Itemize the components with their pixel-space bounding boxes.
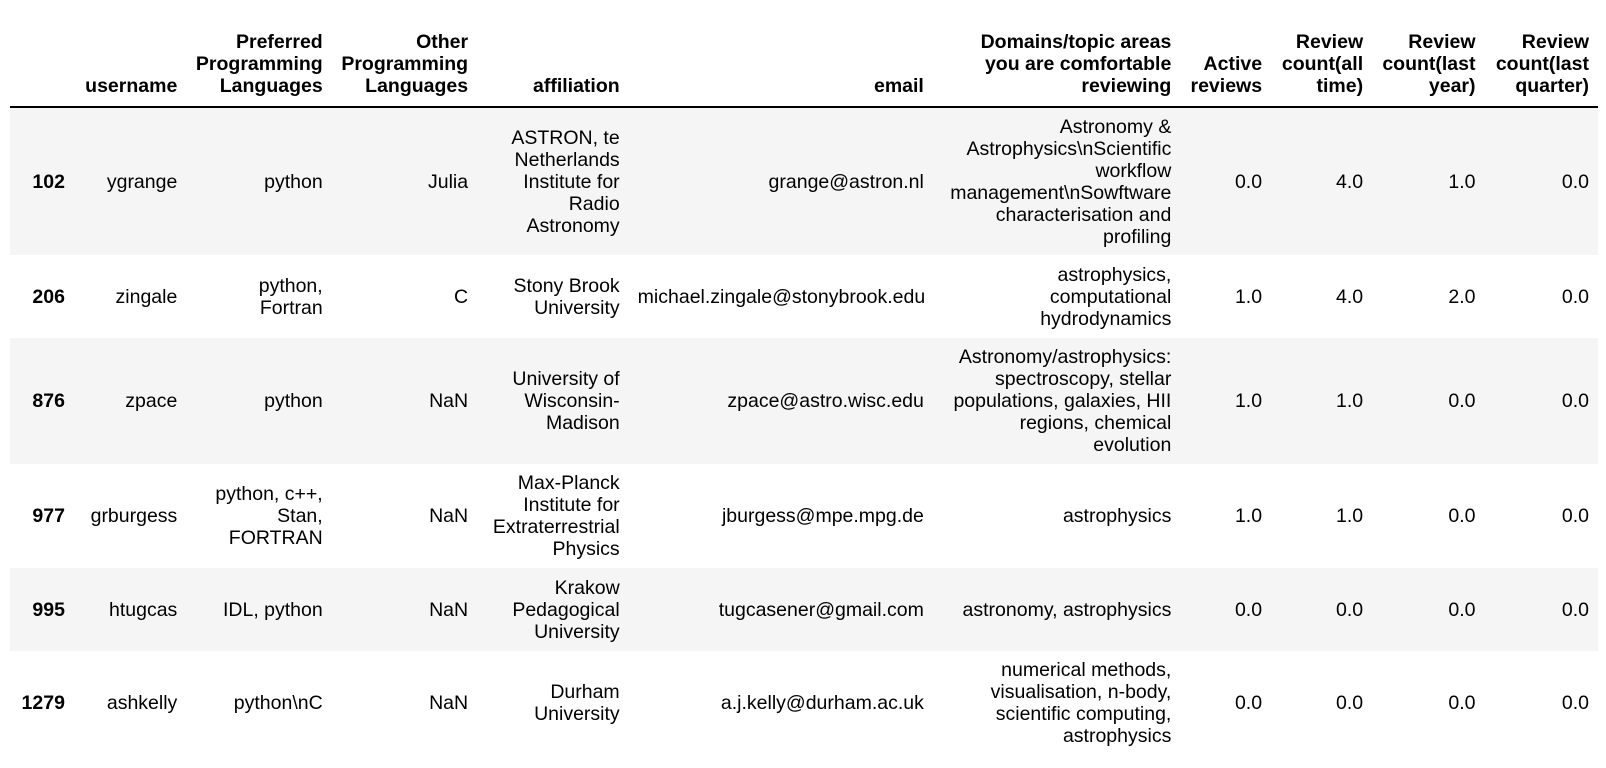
- table-row: [10, 464, 1598, 568]
- cell-username: zpace: [125, 390, 178, 412]
- row-index: 995: [32, 598, 65, 621]
- cell-preferred-languages: python: [264, 390, 323, 412]
- cell-affiliation: Max-Planck Institute for Extraterrestrial Physics: [492, 472, 620, 560]
- cell-preferred-languages: python, Fortran: [258, 274, 323, 319]
- header-domains: Domains/topic areas you are comfortable reviewing: [933, 0, 1180, 107]
- cell-username: grburgess: [90, 505, 178, 527]
- cell-review-count-last-year: 1.0: [1448, 170, 1476, 193]
- cell-other-languages: NaN: [429, 505, 469, 527]
- cell-preferred-languages: python: [264, 170, 323, 193]
- table-row: [10, 651, 1598, 755]
- header-review-count-last-year: Review count(last year): [1372, 0, 1484, 107]
- cell-review-count-all-time: 1.0: [1336, 390, 1364, 412]
- cell-other-languages: Julia: [427, 170, 469, 193]
- row-index: 1279: [21, 692, 65, 714]
- cell-review-count-last-year: 0.0: [1448, 692, 1476, 714]
- cell-review-count-last-quarter: 0.0: [1561, 505, 1589, 527]
- cell-review-count-last-year: 0.0: [1448, 598, 1476, 621]
- cell-active-reviews: 0.0: [1234, 170, 1263, 193]
- row-index: 977: [32, 505, 65, 527]
- cell-review-count-all-time: 1.0: [1336, 505, 1364, 527]
- header-preferred-languages: Preferred Programming Languages: [186, 0, 331, 107]
- cell-active-reviews: 0.0: [1234, 598, 1263, 621]
- table-row: [10, 255, 1598, 338]
- cell-email: tugcasener@gmail.com: [718, 598, 924, 621]
- cell-username: ygrange: [106, 170, 178, 193]
- cell-domains: astrophysics: [1062, 505, 1172, 527]
- table-row: [10, 338, 1598, 464]
- cell-other-languages: NaN: [429, 692, 469, 714]
- cell-review-count-last-quarter: 0.0: [1561, 390, 1589, 412]
- dataframe-output: [10, 0, 1598, 755]
- cell-review-count-all-time: 4.0: [1336, 170, 1364, 193]
- row-index: 102: [32, 170, 65, 193]
- cell-email: zpace@astro.wisc.edu: [727, 390, 924, 412]
- cell-domains: numerical methods, visualisation, n-body, scientific computing, astrophysics: [990, 659, 1172, 747]
- row-index: 206: [32, 285, 65, 308]
- cell-username: htugcas: [109, 598, 178, 621]
- cell-review-count-last-quarter: 0.0: [1561, 285, 1589, 308]
- cell-username: zingale: [115, 285, 178, 308]
- cell-domains: Astronomy/astrophysics: spectroscopy, stellar populations, galaxies, HII regions, chemical evolution: [953, 346, 1172, 456]
- row-index: 876: [32, 390, 65, 412]
- cell-email: jburgess@mpe.mpg.de: [721, 505, 924, 527]
- cell-affiliation: Stony Brook University: [513, 274, 620, 319]
- table-row: [10, 107, 1598, 255]
- cell-review-count-last-year: 0.0: [1448, 390, 1476, 412]
- cell-email: grange@astron.nl: [768, 170, 924, 193]
- cell-review-count-last-year: 2.0: [1448, 285, 1476, 308]
- cell-review-count-last-quarter: 0.0: [1561, 692, 1589, 714]
- cell-username: ashkelly: [106, 692, 178, 714]
- cell-active-reviews: 1.0: [1234, 390, 1263, 412]
- cell-review-count-all-time: 0.0: [1336, 598, 1364, 621]
- cell-preferred-languages: IDL, python: [222, 598, 323, 621]
- index-header: [10, 0, 74, 107]
- cell-affiliation: ASTRON, te Netherlands Institute for Radio Astronomy: [511, 126, 620, 237]
- cell-preferred-languages: python\nC: [233, 692, 323, 714]
- header-other-languages: Other Programming Languages: [332, 0, 477, 107]
- header-username: username: [74, 0, 186, 107]
- table-row: [10, 568, 1598, 651]
- header-row: [10, 0, 1598, 107]
- cell-domains: astronomy, astrophysics: [962, 598, 1172, 621]
- reviewers-table: [10, 0, 1598, 755]
- cell-other-languages: NaN: [429, 598, 469, 621]
- cell-active-reviews: 0.0: [1234, 692, 1263, 714]
- header-email: email: [629, 0, 933, 107]
- cell-affiliation: Krakow Pedagogical University: [512, 576, 620, 643]
- cell-domains: astrophysics, computational hydrodynamics: [1040, 263, 1172, 330]
- cell-email: a.j.kelly@durham.ac.uk: [720, 692, 924, 714]
- header-review-count-last-quarter: Review count(last quarter): [1485, 0, 1599, 107]
- cell-review-count-last-year: 0.0: [1448, 505, 1476, 527]
- header-active-reviews: Active reviews: [1180, 0, 1271, 107]
- cell-email: michael.zingale@stonybrook.edu: [637, 285, 926, 308]
- cell-affiliation: University of Wisconsin-Madison: [512, 368, 620, 434]
- header-review-count-all-time: Review count(all time): [1271, 0, 1372, 107]
- cell-other-languages: NaN: [429, 390, 469, 412]
- header-affiliation: affiliation: [477, 0, 629, 107]
- cell-review-count-last-quarter: 0.0: [1561, 598, 1589, 621]
- cell-review-count-last-quarter: 0.0: [1561, 170, 1589, 193]
- cell-active-reviews: 1.0: [1234, 285, 1263, 308]
- cell-active-reviews: 1.0: [1234, 505, 1263, 527]
- cell-other-languages: C: [454, 285, 469, 308]
- cell-review-count-all-time: 0.0: [1336, 692, 1364, 714]
- cell-domains: Astronomy & Astrophysics\nScientific workflow management\nSowftware characterisation and profiling: [950, 115, 1172, 248]
- cell-review-count-all-time: 4.0: [1336, 285, 1364, 308]
- cell-preferred-languages: python, c++, Stan, FORTRAN: [215, 483, 323, 549]
- cell-affiliation: Durham University: [534, 681, 620, 725]
